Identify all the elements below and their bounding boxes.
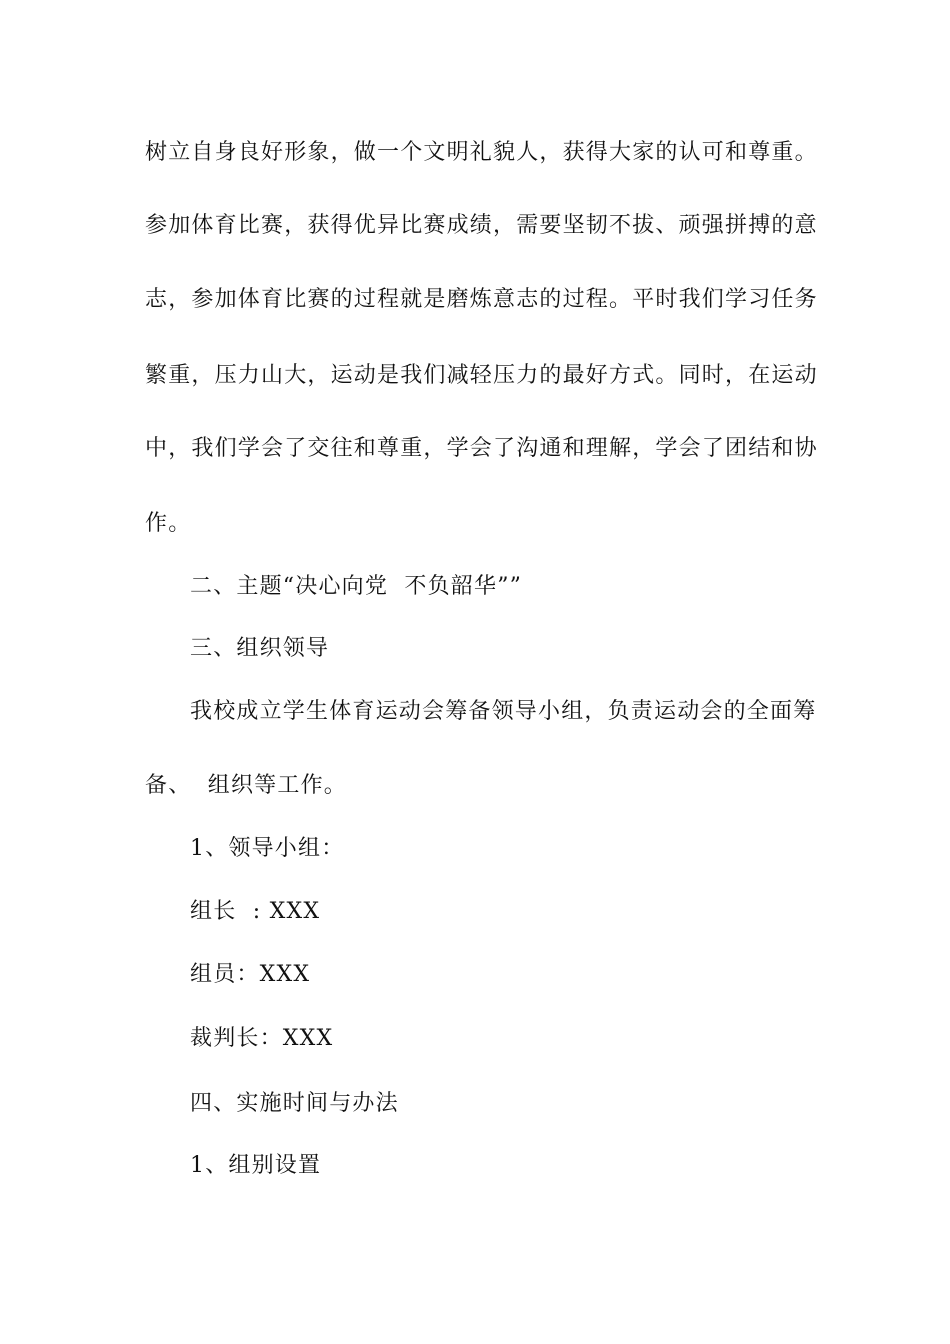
chief-referee-line: 裁判长：XXX (190, 1026, 334, 1051)
paragraph-line: 备、 组织等工作。 (145, 773, 347, 798)
subheading-group-setup: 1、组别设置 (190, 1153, 322, 1178)
group-leader-line: 组长 : XXX (190, 899, 321, 924)
paragraph-line: 志，参加体育比赛的过程就是磨炼意志的过程。平时我们学习任务 (145, 287, 818, 312)
paragraph-line: 我校成立学生体育运动会筹备领导小组，负责运动会的全面筹 (190, 699, 817, 724)
section-heading-schedule: 四、实施时间与办法 (190, 1091, 399, 1116)
paragraph-line: 中，我们学会了交往和尊重，学会了沟通和理解，学会了团结和协 (145, 436, 818, 461)
paragraph-line: 作。 (145, 511, 192, 536)
section-heading-theme: 二、主题“决心向党 不负韶华”” (190, 574, 523, 599)
subheading-leadership-group: 1、领导小组： (190, 836, 345, 861)
paragraph-line: 参加体育比赛，获得优异比赛成绩，需要坚韧不拔、顽强拼搏的意 (145, 213, 818, 238)
paragraph-line: 树立自身良好形象，做一个文明礼貌人，获得大家的认可和尊重。 (145, 140, 818, 165)
group-member-line: 组员：XXX (190, 962, 311, 987)
section-heading-organization: 三、组织领导 (190, 636, 330, 661)
paragraph-line: 繁重，压力山大，运动是我们减轻压力的最好方式。同时，在运动 (145, 363, 818, 388)
